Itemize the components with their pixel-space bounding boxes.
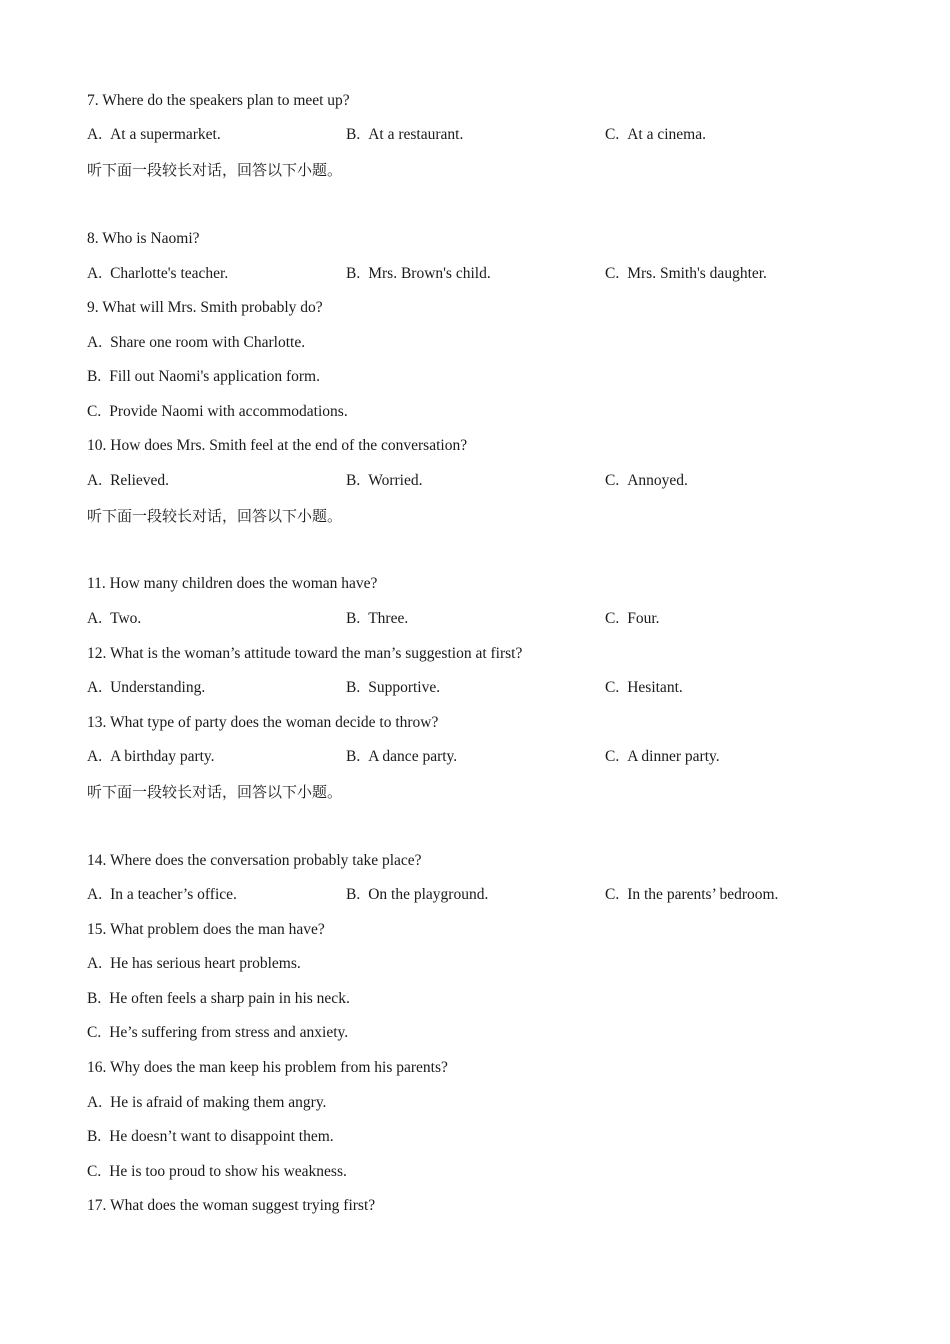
option-label: A.: [87, 472, 103, 489]
option-text: At a cinema.: [627, 126, 706, 143]
question-9: 9. What will Mrs. Smith probably do?: [87, 299, 323, 316]
option-label: C.: [87, 1163, 102, 1180]
option-label: A.: [87, 265, 103, 282]
option-label: C.: [605, 679, 620, 696]
option-label: C.: [87, 1024, 102, 1041]
option-label: A.: [87, 1094, 103, 1111]
option-text: He doesn’t want to disappoint them.: [109, 1128, 334, 1145]
option-text: On the playground.: [368, 886, 489, 903]
section-instruction-1: 听下面一段较长对话，回答以下小题。: [87, 161, 343, 179]
option-label: B.: [346, 748, 361, 765]
option-label: A.: [87, 955, 103, 972]
option-text: Supportive.: [368, 679, 441, 696]
question-10: 10. How does Mrs. Smith feel at the end of the conversation?: [87, 437, 468, 454]
question-12: 12. What is the woman’s attitude toward the man’s suggestion at first?: [87, 645, 523, 662]
option-text: A dinner party.: [627, 748, 720, 765]
option-label: A.: [87, 886, 103, 903]
option-label: C.: [605, 265, 620, 282]
question-14: 14. Where does the conversation probably take place?: [87, 852, 422, 869]
section-instruction-3: 听下面一段较长对话，回答以下小题。: [87, 783, 343, 801]
q14-option-c: [605, 885, 778, 905]
question-15: 15. What problem does the man have?: [87, 921, 325, 938]
option-text: Four.: [627, 610, 660, 627]
option-text: Two.: [110, 610, 142, 627]
option-label: B.: [346, 265, 361, 282]
q13-option-a: [87, 747, 215, 767]
q11-option-a: [87, 609, 141, 629]
q7-option-a: [87, 125, 221, 145]
option-text: Relieved.: [110, 472, 170, 489]
option-text: Charlotte's teacher.: [110, 265, 229, 282]
option-text: At a supermarket.: [110, 126, 221, 143]
option-label: B.: [87, 1128, 102, 1145]
option-text: Annoyed.: [627, 472, 688, 489]
option-label: C.: [605, 886, 620, 903]
q10-option-b: [346, 471, 423, 491]
option-label: C.: [605, 472, 620, 489]
option-label: A.: [87, 748, 103, 765]
option-label: B.: [87, 990, 102, 1007]
question-11: 11. How many children does the woman have?: [87, 575, 378, 592]
option-label: A.: [87, 126, 103, 143]
option-label: C.: [605, 126, 620, 143]
option-text: In a teacher’s office.: [110, 886, 237, 903]
option-text: At a restaurant.: [368, 126, 464, 143]
option-label: B.: [346, 886, 361, 903]
q12-option-b: [346, 678, 440, 698]
option-text: Provide Naomi with accommodations.: [109, 403, 348, 420]
q8-option-c: [605, 264, 767, 284]
section-instruction-2: 听下面一段较长对话，回答以下小题。: [87, 507, 343, 525]
question-8: 8. Who is Naomi?: [87, 230, 200, 247]
option-label: B.: [346, 679, 361, 696]
option-label: A.: [87, 334, 103, 351]
q9-option-a: [87, 333, 305, 353]
q11-option-b: [346, 609, 408, 629]
option-text: A dance party.: [368, 748, 458, 765]
q15-option-a: [87, 954, 301, 974]
option-text: Worried.: [368, 472, 423, 489]
q15-option-c: [87, 1023, 348, 1043]
q15-option-b: [87, 989, 350, 1009]
option-text: In the parents’ bedroom.: [627, 886, 779, 903]
q7-option-c: [605, 125, 706, 145]
q8-option-a: [87, 264, 228, 284]
q7-option-b: [346, 125, 463, 145]
q13-option-b: [346, 747, 457, 767]
option-label: B.: [87, 368, 102, 385]
option-text: Mrs. Smith's daughter.: [627, 265, 767, 282]
q10-option-a: [87, 471, 169, 491]
q13-option-c: [605, 747, 720, 767]
option-text: Share one room with Charlotte.: [110, 334, 306, 351]
q8-option-b: [346, 264, 491, 284]
option-label: A.: [87, 610, 103, 627]
option-text: He’s suffering from stress and anxiety.: [109, 1024, 349, 1041]
q9-option-c: [87, 402, 348, 422]
option-text: He is too proud to show his weakness.: [109, 1163, 347, 1180]
q12-option-a: [87, 678, 205, 698]
option-text: He often feels a sharp pain in his neck.: [109, 990, 350, 1007]
option-label: B.: [346, 472, 361, 489]
q10-option-c: [605, 471, 688, 491]
option-text: Fill out Naomi's application form.: [109, 368, 320, 385]
q11-option-c: [605, 609, 660, 629]
question-16: 16. Why does the man keep his problem from his parents?: [87, 1059, 448, 1076]
option-text: Three.: [368, 610, 409, 627]
q14-option-b: [346, 885, 488, 905]
question-17: 17. What does the woman suggest trying first?: [87, 1197, 376, 1214]
q16-option-c: [87, 1162, 347, 1182]
option-text: Understanding.: [110, 679, 206, 696]
option-label: B.: [346, 610, 361, 627]
option-text: He has serious heart problems.: [110, 955, 301, 972]
option-label: B.: [346, 126, 361, 143]
q12-option-c: [605, 678, 683, 698]
q16-option-a: [87, 1093, 326, 1113]
q16-option-b: [87, 1127, 334, 1147]
q9-option-b: [87, 367, 320, 387]
option-label: A.: [87, 679, 103, 696]
option-label: C.: [87, 403, 102, 420]
question-13: 13. What type of party does the woman decide to throw?: [87, 714, 439, 731]
option-text: He is afraid of making them angry.: [110, 1094, 327, 1111]
option-text: Mrs. Brown's child.: [368, 265, 491, 282]
option-text: A birthday party.: [110, 748, 215, 765]
option-label: C.: [605, 610, 620, 627]
option-text: Hesitant.: [627, 679, 683, 696]
option-label: C.: [605, 748, 620, 765]
question-7: 7. Where do the speakers plan to meet up?: [87, 92, 350, 109]
q14-option-a: [87, 885, 237, 905]
